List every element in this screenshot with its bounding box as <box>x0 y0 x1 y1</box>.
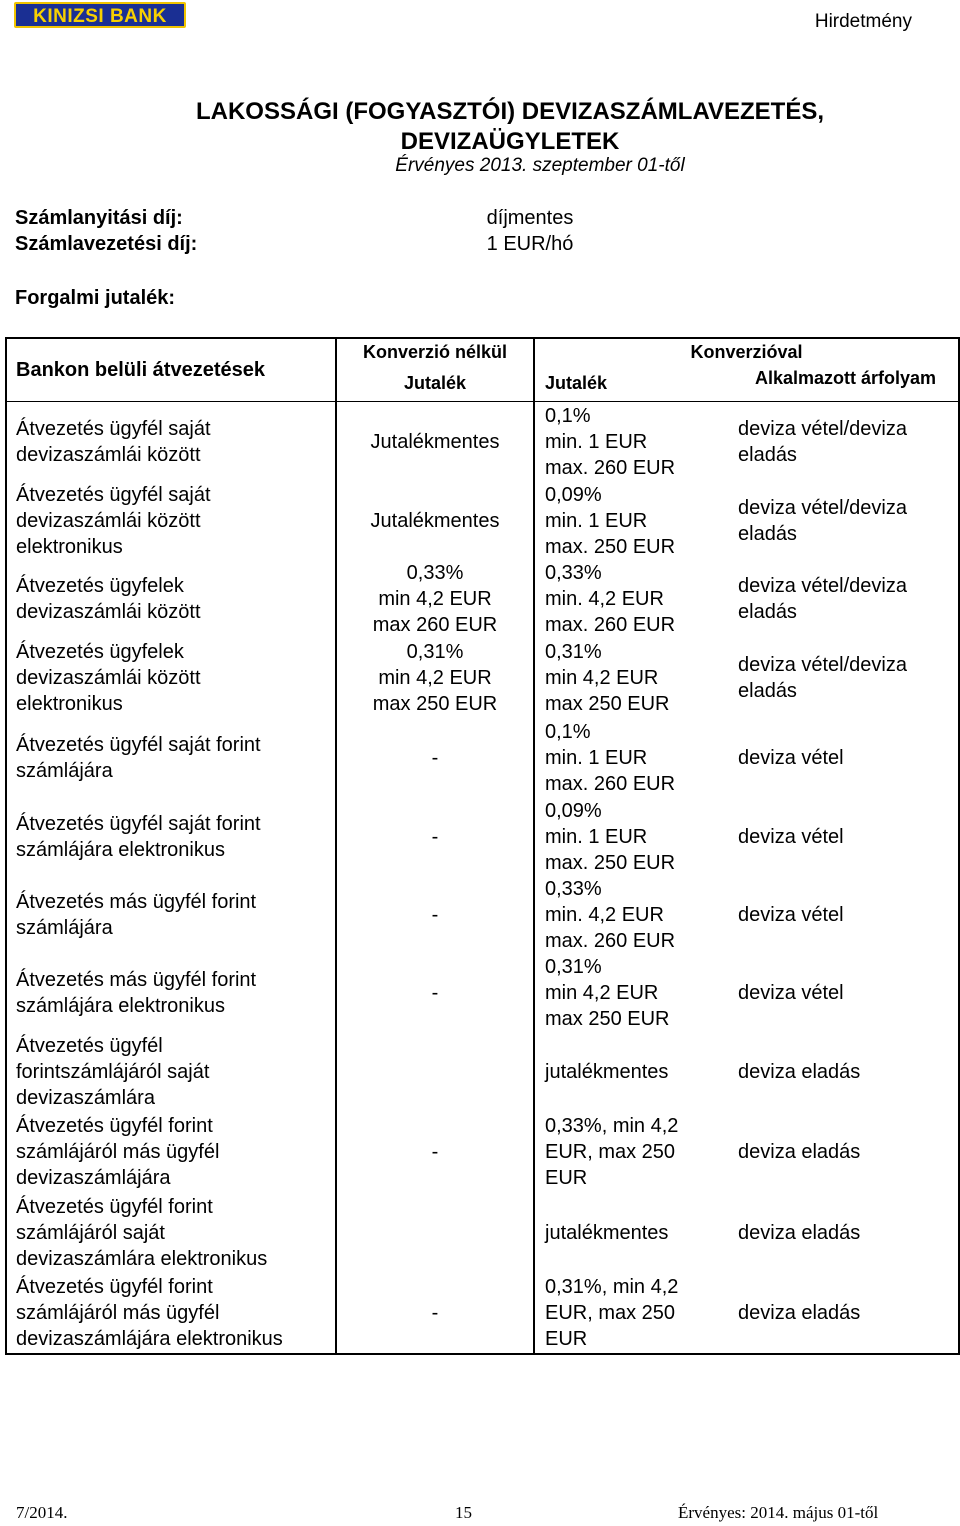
row-fee-conversion: 0,09% min. 1 EUR max. 250 EUR <box>534 482 730 560</box>
table-row <box>6 798 959 876</box>
row-description: Átvezetés ügyfelek devizaszámlái között elektronikus <box>16 640 201 715</box>
row-fee-conversion: 0,33%, min 4,2 EUR, max 250 EUR <box>534 1112 730 1192</box>
row-fee-no-conversion: - <box>336 1274 534 1354</box>
document-type: Hirdetmény <box>814 11 912 32</box>
row-fee-conversion: 0,09% min. 1 EUR max. 250 EUR <box>534 798 730 876</box>
table-row <box>6 560 959 638</box>
row-fee-conversion: 0,1% min. 1 EUR max. 260 EUR <box>534 718 730 798</box>
row-fee-conversion: 0,31% min 4,2 EUR max 250 EUR <box>534 638 730 718</box>
row-fee-conversion: 0,33% min. 4,2 EUR max. 260 EUR <box>534 560 730 638</box>
table-row <box>6 482 959 560</box>
row-applied-rate: deviza vétel <box>738 981 844 1004</box>
row-applied-rate: deviza vétel <box>738 903 844 926</box>
row-applied-rate: deviza eladás <box>738 1221 861 1244</box>
row-fee-conversion: 0,1% min. 1 EUR max. 260 EUR <box>534 402 730 482</box>
turnover-fee-label: Forgalmi jutalék: <box>15 287 176 309</box>
title-line-2: DEVIZAÜGYLETEK <box>400 128 620 155</box>
row-fee-conversion: 0,33% min. 4,2 EUR max. 260 EUR <box>534 876 730 954</box>
table-row <box>6 954 959 1032</box>
row-fee-conversion: jutalékmentes <box>534 1192 730 1274</box>
maintenance-fee-value: 1 EUR/hó <box>486 233 574 255</box>
row-description: Átvezetés ügyfél forint számlájáról más ügyfél devizaszámlájára elektronikus <box>16 1276 283 1350</box>
title-line-1: LAKOSSÁGI (FOGYASZTÓI) DEVIZASZÁMLAVEZETÉS, <box>195 98 825 125</box>
row-applied-rate: deviza vétel/deviza eladás <box>738 653 907 702</box>
row-description: Átvezetés ügyfél saját forint számlájára elektronikus <box>16 812 261 861</box>
row-applied-rate: deviza eladás <box>738 1140 861 1163</box>
row-description: Átvezetés ügyfél saját devizaszámlái között elektronikus <box>16 483 211 558</box>
table-row <box>6 876 959 954</box>
row-description: Átvezetés ügyfél forint számlájáról más ügyfél devizaszámlájára <box>16 1114 220 1189</box>
opening-fee-value: díjmentes <box>486 207 574 229</box>
table-row <box>6 402 959 482</box>
table-row <box>6 1112 959 1192</box>
table-row <box>6 718 959 798</box>
row-fee-conversion: 0,31%, min 4,2 EUR, max 250 EUR <box>534 1274 730 1354</box>
row-applied-rate: deviza eladás <box>738 1060 861 1083</box>
maintenance-fee-label: Számlavezetési díj: <box>15 233 198 255</box>
table-row <box>6 1192 959 1274</box>
row-fee-no-conversion: - <box>336 954 534 1032</box>
row-applied-rate: deviza vétel/deviza eladás <box>738 417 907 466</box>
row-applied-rate: deviza vétel/deviza eladás <box>738 496 907 545</box>
row-applied-rate: deviza vétel/deviza eladás <box>738 574 907 623</box>
row-fee-no-conversion: 0,31% min 4,2 EUR max 250 EUR <box>336 638 534 718</box>
row-fee-no-conversion: - <box>336 876 534 954</box>
page-title <box>0 97 960 157</box>
row-description: Átvezetés ügyfél saját devizaszámlái között <box>16 417 211 466</box>
row-applied-rate: deviza eladás <box>738 1302 861 1324</box>
bank-logo: KINIZSI BANK <box>14 2 186 28</box>
table-row <box>6 1274 959 1354</box>
head-applied-rate: Alkalmazott árfolyam <box>730 365 959 402</box>
fee-table <box>5 337 960 1355</box>
row-description: Átvezetés ügyfél forint számlájáról saját devizaszámlára elektronikus <box>16 1195 268 1270</box>
head-fee-conversion: Jutalék <box>534 365 730 402</box>
row-description: Átvezetés ügyfél saját forint számlájára <box>16 733 261 782</box>
row-fee-no-conversion <box>336 1192 534 1274</box>
row-description: Átvezetés más ügyfél forint számlájára <box>16 890 257 939</box>
row-description: Átvezetés ügyfél forintszámlájáról saját devizaszámlára <box>16 1034 210 1109</box>
row-fee-no-conversion: Jutalékmentes <box>336 402 534 482</box>
section-title: Bankon belüli átvezetések <box>6 338 336 402</box>
row-fee-no-conversion: - <box>336 798 534 876</box>
row-fee-no-conversion: Jutalékmentes <box>336 482 534 560</box>
footer-page-number: 15 <box>455 1503 472 1522</box>
table-row <box>6 1032 959 1112</box>
row-description: Átvezetés más ügyfél forint számlájára elektronikus <box>16 968 257 1017</box>
row-fee-no-conversion: - <box>336 718 534 798</box>
row-fee-no-conversion: 0,33% min 4,2 EUR max 260 EUR <box>336 560 534 638</box>
row-description: Átvezetés ügyfelek devizaszámlái között <box>16 574 201 623</box>
footer-doc-number: 7/2014. <box>16 1503 68 1522</box>
row-fee-conversion: jutalékmentes <box>534 1032 730 1112</box>
row-fee-no-conversion: - <box>336 1112 534 1192</box>
table-row <box>6 638 959 718</box>
row-applied-rate: deviza vétel <box>738 825 844 848</box>
valid-from-date: Érvényes 2013. szeptember 01-től <box>395 155 685 176</box>
head-with-conversion: Konverzióval <box>534 338 959 365</box>
head-no-conversion: Konverzió nélkül <box>336 338 534 365</box>
row-applied-rate: deviza vétel <box>738 746 844 769</box>
row-fee-no-conversion <box>336 1032 534 1112</box>
opening-fee-label: Számlanyitási díj: <box>15 207 183 229</box>
footer-valid-date: Érvényes: 2014. május 01-től <box>678 1503 879 1522</box>
head-fee-no-conversion: Jutalék <box>336 365 534 402</box>
row-fee-conversion: 0,31% min 4,2 EUR max 250 EUR <box>534 954 730 1032</box>
